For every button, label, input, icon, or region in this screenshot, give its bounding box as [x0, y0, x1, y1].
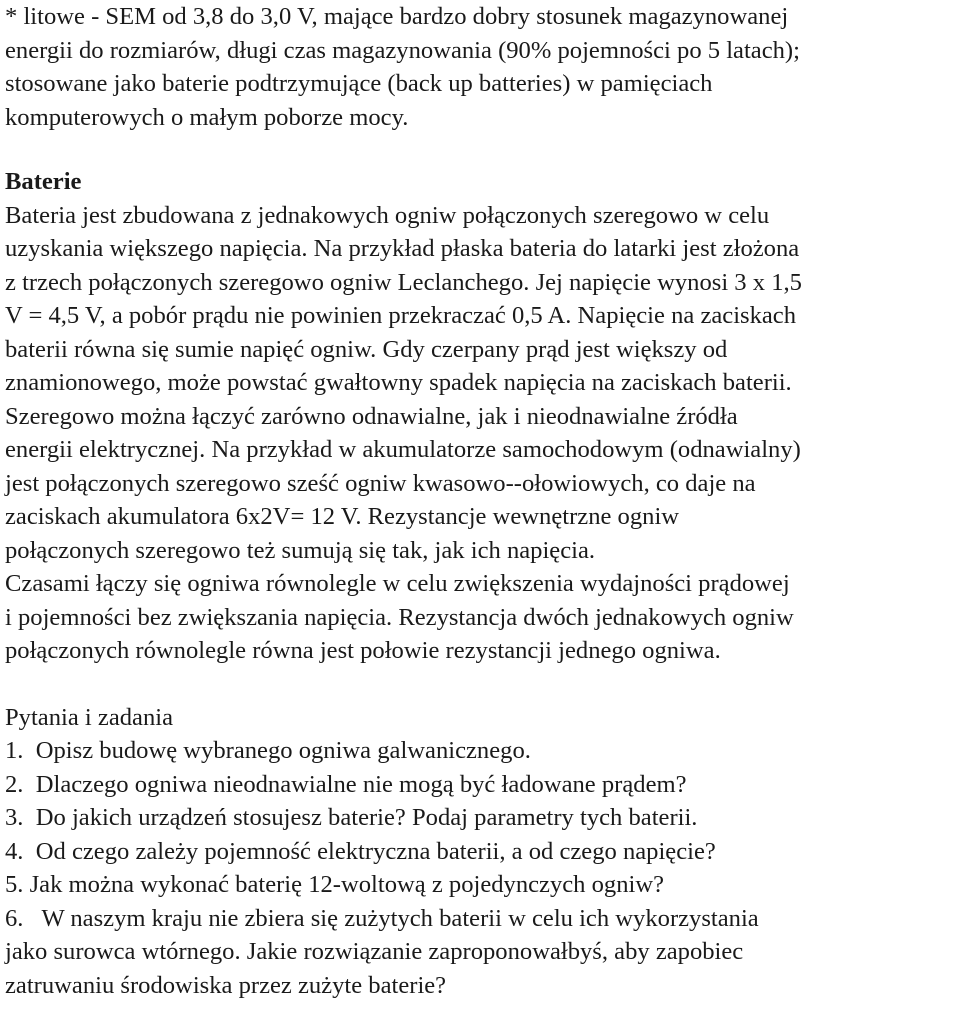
section-heading-batteries: Baterie	[5, 168, 82, 195]
question-item: 6. W naszym kraju nie zbiera się zużytych baterii w celu ich wykorzystania	[5, 904, 759, 932]
text-line: jest połączonych szeregowo sześć ogniw kwasowo--ołowiowych, co daje na	[5, 469, 756, 497]
text-line: Bateria jest zbudowana z jednakowych ogniw połączonych szeregowo w celu	[5, 201, 770, 229]
text-line: i pojemności bez zwiększania napięcia. Rezystancja dwóch jednakowych ogniw	[5, 603, 794, 631]
intro-paragraph	[5, 0, 960, 134]
question-item-continuation: jako surowca wtórnego. Jakie rozwiązanie zaproponowałbyś, aby zapobiec	[5, 938, 744, 965]
batteries-paragraph	[5, 199, 960, 668]
question-item: 3. Do jakich urządzeń stosujesz baterie? Podaj parametry tych baterii.	[5, 804, 698, 831]
text-line: zaciskach akumulatora 6x2V= 12 V. Rezystancje wewnętrzne ogniw	[5, 503, 680, 530]
text-line: * litowe - SEM od 3,8 do 3,0 V, mające bardzo dobry stosunek magazynowanej	[5, 3, 789, 30]
text-line: energii elektrycznej. Na przykład w akumulatorze samochodowym (odnawialny)	[5, 436, 801, 463]
text-line: baterii równa się sumie napięć ogniw. Gdy czerpany prąd jest większy od	[5, 335, 728, 363]
text-line: Czasami łączy się ogniwa równolegle w celu zwiększenia wydajności prądowej	[5, 570, 790, 597]
question-item-continuation: zatruwaniu środowiska przez zużyte baterie?	[5, 971, 447, 999]
text-line: komputerowych o małym poborze mocy.	[5, 103, 409, 131]
text-line: połączonych szeregowo też sumują się tak, jak ich napięcia.	[5, 536, 596, 564]
questions-heading: Pytania i zadania	[5, 703, 173, 731]
text-line: stosowane jako baterie podtrzymujące (back up batteries) w pamięciach	[5, 70, 713, 97]
text-line: V = 4,5 V, a pobór prądu nie powinien przekraczać 0,5 A. Napięcie na zaciskach	[5, 302, 797, 329]
text-line: uzyskania większego napięcia. Na przykład płaska bateria do latarki jest złożona	[5, 235, 800, 262]
text-line: Szeregowo można łączyć zarówno odnawialne, jak i nieodnawialne źródła	[5, 402, 738, 430]
question-item: 4. Od czego zależy pojemność elektryczna baterii, a od czego napięcie?	[5, 837, 716, 865]
text-line: z trzech połączonych szeregowo ogniw Leclanchego. Jej napięcie wynosi 3 x 1,5	[5, 268, 802, 296]
text-line: połączonych równolegle równa jest połowie rezystancji jednego ogniwa.	[5, 637, 721, 664]
text-line: energii do rozmiarów, długi czas magazynowania (90% pojemności po 5 latach);	[5, 36, 800, 64]
questions-list	[5, 734, 960, 1002]
question-item: 5. Jak można wykonać baterię 12-woltową z pojedynczych ogniw?	[5, 871, 665, 898]
question-item: 2. Dlaczego ogniwa nieodnawialne nie mogą być ładowane prądem?	[5, 770, 687, 798]
text-line: znamionowego, może powstać gwałtowny spadek napięcia na zaciskach baterii.	[5, 369, 792, 396]
question-item: 1. Opisz budowę wybranego ogniwa galwanicznego.	[5, 737, 531, 764]
